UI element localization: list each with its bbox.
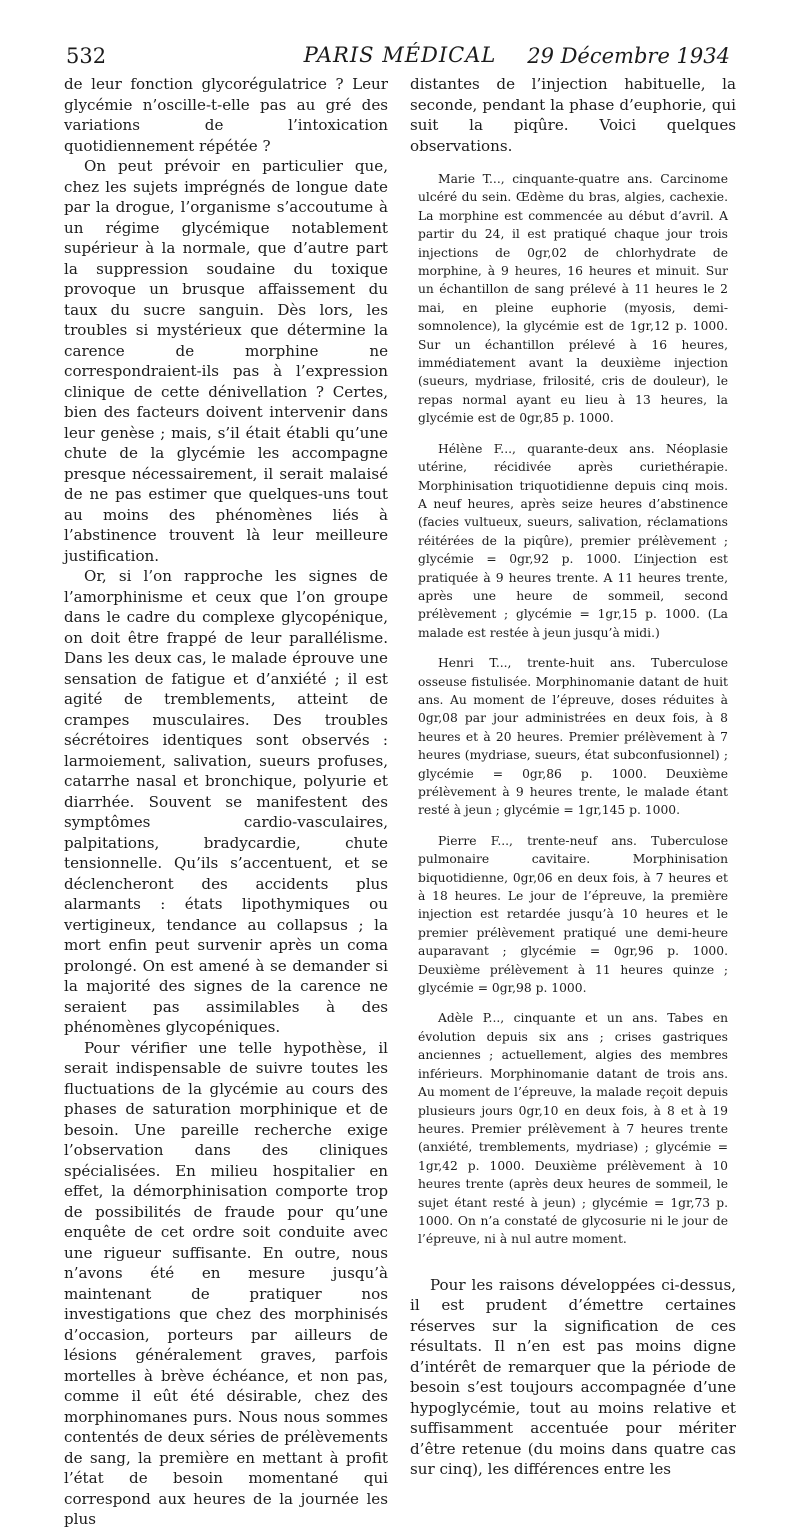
right-outro-paragraph: Pour les raisons développées ci-dessus, il est prudent d’émettre certaines réserves sur la signification de ces résultats. Il n’en est pas moins digne d’intérêt de remarquer que la période de besoin s’est toujours accompagnée d’une hypoglycémie, tout au moins relative et suffisamment accentuée pour mériter d’être retenue (du moins dans quatre cas sur cinq), les différences entre les: [410, 1275, 736, 1479]
issue-date: 29 Décembre 1934: [527, 44, 730, 68]
left-paragraph: Pour vérifier une telle hypothèse, il serait indispensable de suivre toutes les fluctuations de la glycémie au cours des phases de saturation morphinique et de besoin. Une pareille recherche exige l’observation dans des cliniques spécialisées. En milieu hospitalier en effet, la démorphinisation comporte trop de possibilités de fraude pour qu’une enquête de cet ordre soit conduite avec une rigueur suffisante. En outre, nous n’avons été en mesure jusqu’à maintenant de pratiquer nos investigations que chez des morphinisés d’occasion, porteurs par ailleurs de lésions généralement graves, parfois mortelles à brève échéance, et non pas, comme il eût été désirable, chez des morphinomanes purs. Nous nous sommes contentés de deux séries de prélèvements de sang, la première en mettant à profit l’état de besoin momentané qui correspond aux heures de la journée les plus: [64, 1038, 388, 1528]
page-header: [0, 40, 800, 74]
left-paragraph: de leur fonction glycorégulatrice ? Leur glycémie n’oscille-t-elle pas au gré des variations de l’intoxication quotidiennement répétée ?: [64, 75, 388, 155]
left-column: [64, 74, 388, 1530]
right-intro-paragraph: distantes de l’injection habituelle, la seconde, pendant la phase d’euphorie, qui suit la piqûre. Voici quelques observations.: [410, 75, 736, 155]
case-observation: Henri T..., trente-huit ans. Tuberculose osseuse fistulisée. Morphinomanie datant de huit ans. Au moment de l’épreuve, doses réduites à 0gr,08 par jour administrées en deux fois, à 8 heures et à 20 heures. Premier prélèvement à 7 heures (mydriase, sueurs, état subconfusionnel) ; glycémie = 0gr,86 p. 1000. Deuxième prélèvement à 9 heures trente, le malade étant resté à jeun ; glycémie = 1gr,145 p. 1000.: [418, 656, 728, 818]
case-observation: Pierre F..., trente-neuf ans. Tuberculose pulmonaire cavitaire. Morphinisation biquotidienne, 0gr,06 en deux fois, à 7 heures et à 18 heures. Le jour de l’épreuve, la première injection est retardée jusqu’à 10 heures et le premier prélèvement pratiqué une demi-heure auparavant ; glycémie = 0gr,96 p. 1000. Deuxième prélèvement à 11 heures quinze ; glycémie = 0gr,98 p. 1000.: [418, 833, 728, 996]
case-observation: Adèle P..., cinquante et un ans. Tabes en évolution depuis six ans ; crises gastriques anciennes ; actuellement, algies des membres inférieurs. Morphinomanie datant de trois ans. Au moment de l’épreuve, la malade reçoit depuis plusieurs jours 0gr,10 en deux fois, à 8 et à 19 heures. Premier prélèvement à 7 heures trente (anxiété, tremblements, mydriase) ; glycémie = 1gr,42 p. 1000. Deuxième prélèvement à 10 heures trente (après deux heures de sommeil, le sujet étant resté à jeun) ; glycémie = 1gr,73 p. 1000. On n’a constaté de glycosurie ni le jour de l’épreuve, ni à nul autre moment.: [418, 1011, 728, 1247]
right-column: [410, 74, 736, 1480]
left-paragraph: On peut prévoir en particulier que, chez les sujets imprégnés de longue date par la drogue, l’organisme s’accoutume à un régime glycémique notablement supérieur à la normale, que d’autre part la suppression soudaine du toxique provoque un brusque affaissement du taux du sucre sanguin. Dès lors, les troubles si mystérieux que détermine la carence de morphine ne correspondraient-ils pas à l’expression clinique de cette dénivellation ? Certes, bien des facteurs doivent intervenir dans leur genèse ; mais, s’il était établi qu’une chute de la glycémie les accompagne presque nécessairement, il serait malaisé de ne pas estimer que quelques-uns tout au moins des phénomènes liés à l’abstinence trouvent là leur meilleure justification.: [64, 157, 388, 565]
case-observation: Hélène F..., quarante-deux ans. Néoplasie utérine, récidivée après curiethérapie. Morphinisation triquotidienne depuis cinq mois. A neuf heures, après seize heures d’abstinence (facies vultueux, sueurs, salivation, réclamations réitérées de la piqûre), premier prélèvement ; glycémie = 0gr,92 p. 1000. L’injection est pratiquée à 9 heures trente. A 11 heures trente, après une heure de sommeil, second prélèvement ; glycémie = 1gr,15 p. 1000. (La malade est restée à jeun jusqu’à midi.): [418, 441, 728, 640]
left-paragraph: Or, si l’on rapproche les signes de l’amorphinisme et ceux que l’on groupe dans le cadre du complexe glycopénique, on doit être frappé de leur parallélisme. Dans les deux cas, le malade éprouve une sensation de fatigue et d’anxiété ; il est agité de tremblements, atteint de crampes musculaires. Des troubles sécrétoires identiques sont observés : larmoiement, salivation, sueurs profuses, catarrhe nasal et bronchique, polyurie et diarrhée. Souvent se manifestent des symptômes cardio-vasculaires, palpitations, bradycardie, chute tensionnelle. Qu’ils s’accentuent, et se déclencheront des accidents plus alarmants : états lipothymiques ou vertigineux, tendance au collapsus ; la mort enfin peut survenir après un coma prolongé. On est amené à se demander si la majorité des signes de la carence ne seraient pas assimilables à des phénomènes glycopéniques.: [64, 567, 388, 1036]
journal-title: PARIS MÉDICAL: [303, 43, 497, 67]
page-number: 532: [66, 44, 107, 68]
case-observation: Marie T..., cinquante-quatre ans. Carcinome ulcéré du sein. Œdème du bras, algies, cachexie. La morphine est commencée au début d’avril. A partir du 24, il est pratiqué chaque jour trois injections de 0gr,02 de chlorhydrate de morphine, à 9 heures, 16 heures et minuit. Sur un échantillon de sang prélevé à 11 heures le 2 mai, en pleine euphorie (myosis, demi-somnolence), la glycémie est de 1gr,12 p. 1000. Sur un échantillon prélevé à 16 heures, immédiatement avant la deuxième injection (sueurs, mydriase, frilosité, cris de douleur), le repas normal ayant eu lieu à 13 heures, la glycémie est de 0gr,85 p. 1000.: [418, 172, 728, 426]
